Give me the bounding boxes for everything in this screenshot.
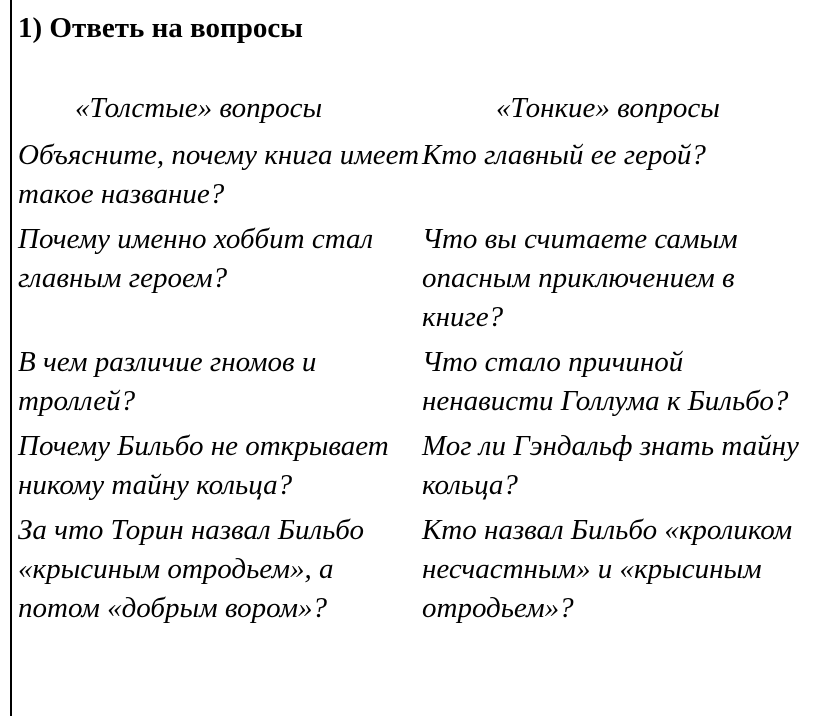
left-border-line bbox=[10, 0, 12, 716]
thin-question: Кто назвал Бильбо «кроликом несчастным» и «крысиным отродьем»? bbox=[422, 514, 793, 624]
task-heading: 1) Ответь на вопросы bbox=[18, 12, 303, 44]
thin-question: Кто главный ее герой? bbox=[422, 139, 706, 171]
table-row bbox=[18, 511, 818, 634]
table-row bbox=[18, 220, 818, 343]
table-row bbox=[18, 343, 818, 427]
thick-question: Объясните, почему книга имеет такое название? bbox=[18, 139, 420, 210]
thick-question: Почему Бильбо не открывает никому тайну кольца? bbox=[18, 430, 389, 501]
thick-question: Почему именно хоббит стал главным героем? bbox=[18, 223, 374, 294]
thin-question: Что вы считаете самым опасным приключением в книге? bbox=[422, 223, 738, 333]
thick-questions-header: «Толстые» вопросы bbox=[75, 92, 323, 124]
thin-question: Что стало причиной ненависти Голлума к Бильбо? bbox=[422, 346, 789, 417]
thick-question: В чем различие гномов и троллей? bbox=[18, 346, 317, 417]
questions-table bbox=[18, 136, 818, 634]
thick-question: За что Торин назвал Бильбо «крысиным отродьем», а потом «добрым вором»? bbox=[18, 514, 364, 624]
thin-question: Мог ли Гэндальф знать тайну кольца? bbox=[422, 430, 799, 501]
table-row bbox=[18, 427, 818, 511]
table-row bbox=[18, 136, 818, 220]
thin-questions-header: «Тонкие» вопросы bbox=[496, 92, 720, 124]
